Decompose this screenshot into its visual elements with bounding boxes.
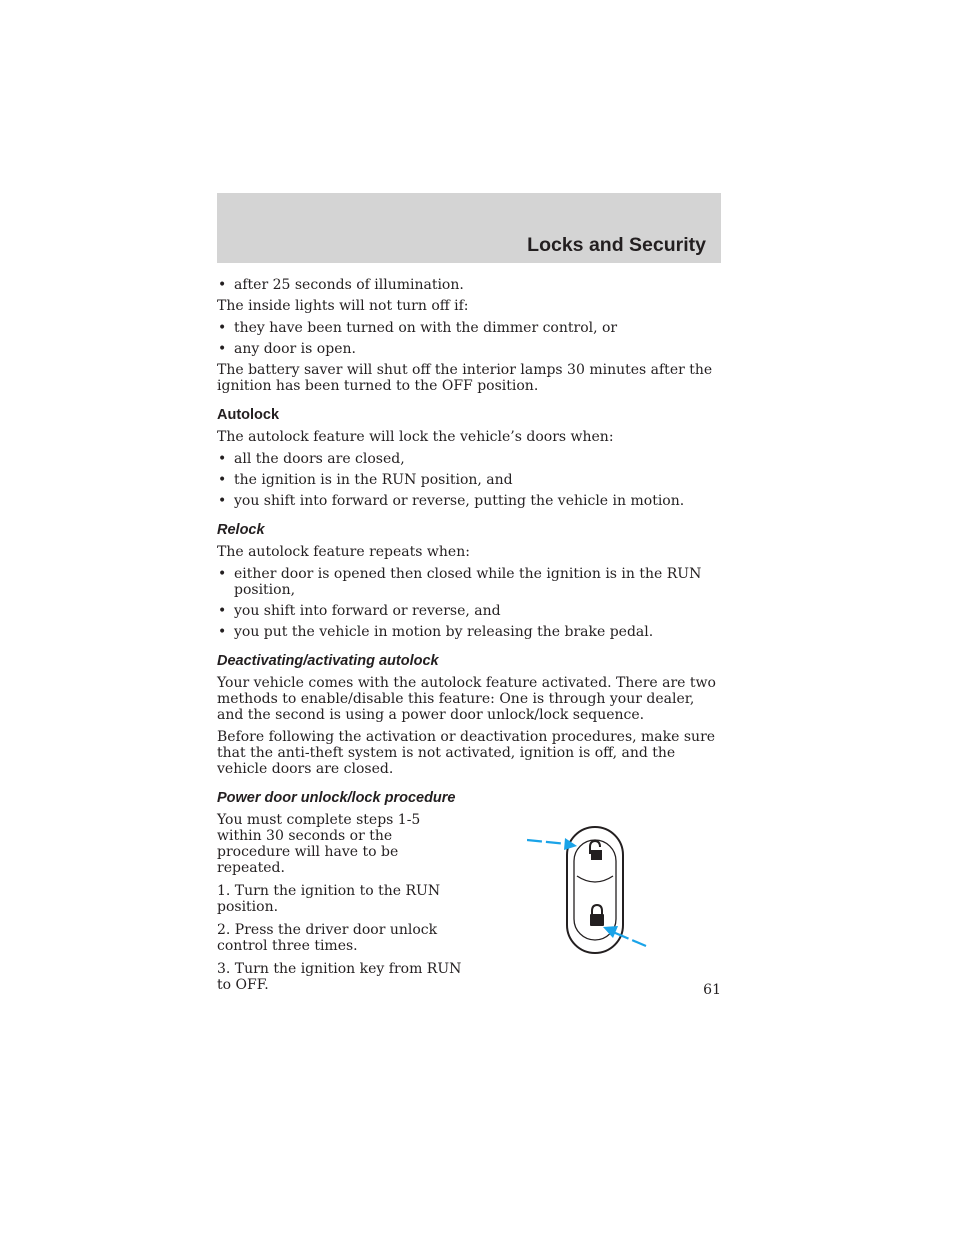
page-number: 61 (703, 982, 721, 998)
procedure-steps (217, 812, 467, 993)
autolock-heading: Autolock (217, 407, 280, 423)
door-lock-switch-illustration (527, 826, 657, 966)
deactivating-heading: Deactivating/activating autolock (217, 653, 439, 669)
procedure-section (217, 812, 721, 993)
paragraph: The battery saver will shut off the interior lamps 30 minutes after the ignition has been turned to the OFF position. (217, 362, 713, 394)
intro-bullet-list-top (217, 277, 721, 293)
list-item: • after 25 seconds of illumination. (217, 277, 721, 293)
list-item: • the ignition is in the RUN position, and (217, 472, 721, 488)
relock-heading: Relock (217, 522, 265, 538)
step-item: 2. Press the driver door unlock control three times. (217, 922, 438, 954)
unlock-pointer-arrow (527, 838, 577, 850)
list-item: • any door is open. (217, 341, 721, 357)
paragraph: The inside lights will not turn off if: (217, 298, 469, 314)
list-item: • they have been turned on with the dimmer control, or (217, 320, 721, 336)
list-item: • either door is opened then closed while the ignition is in the RUN position, (217, 566, 721, 598)
paragraph: The autolock feature repeats when: (217, 544, 470, 560)
inside-lights-bullet-list (217, 320, 721, 357)
relock-bullet-list (217, 566, 721, 640)
paragraph: You must complete steps 1-5 within 30 seconds or the procedure will have to be repeated. (217, 812, 421, 876)
paragraph: The autolock feature will lock the vehicle’s doors when: (217, 429, 614, 445)
list-item: • all the doors are closed, (217, 451, 721, 467)
list-item: • you put the vehicle in motion by releasing the brake pedal. (217, 624, 721, 640)
autolock-bullet-list (217, 451, 721, 509)
step-item: 3. Turn the ignition key from RUN to OFF. (217, 961, 462, 993)
paragraph: Your vehicle comes with the autolock feature activated. There are two methods to enable/disable this feature: One is through your dealer, and the second is using a power door unlock/lock sequence. (217, 675, 716, 723)
list-item: • you shift into forward or reverse, and (217, 603, 721, 619)
list-item: • you shift into forward or reverse, putting the vehicle in motion. (217, 493, 721, 509)
section-title: Locks and Security (527, 234, 706, 256)
section-header-bar (217, 193, 721, 263)
paragraph: Before following the activation or deactivation procedures, make sure that the anti-theft system is not activated, ignition is off, and the vehicle doors are closed. (217, 729, 716, 777)
procedure-heading: Power door unlock/lock procedure (217, 790, 456, 806)
page-content (217, 277, 721, 1000)
step-item: 1. Turn the ignition to the RUN position. (217, 883, 441, 915)
